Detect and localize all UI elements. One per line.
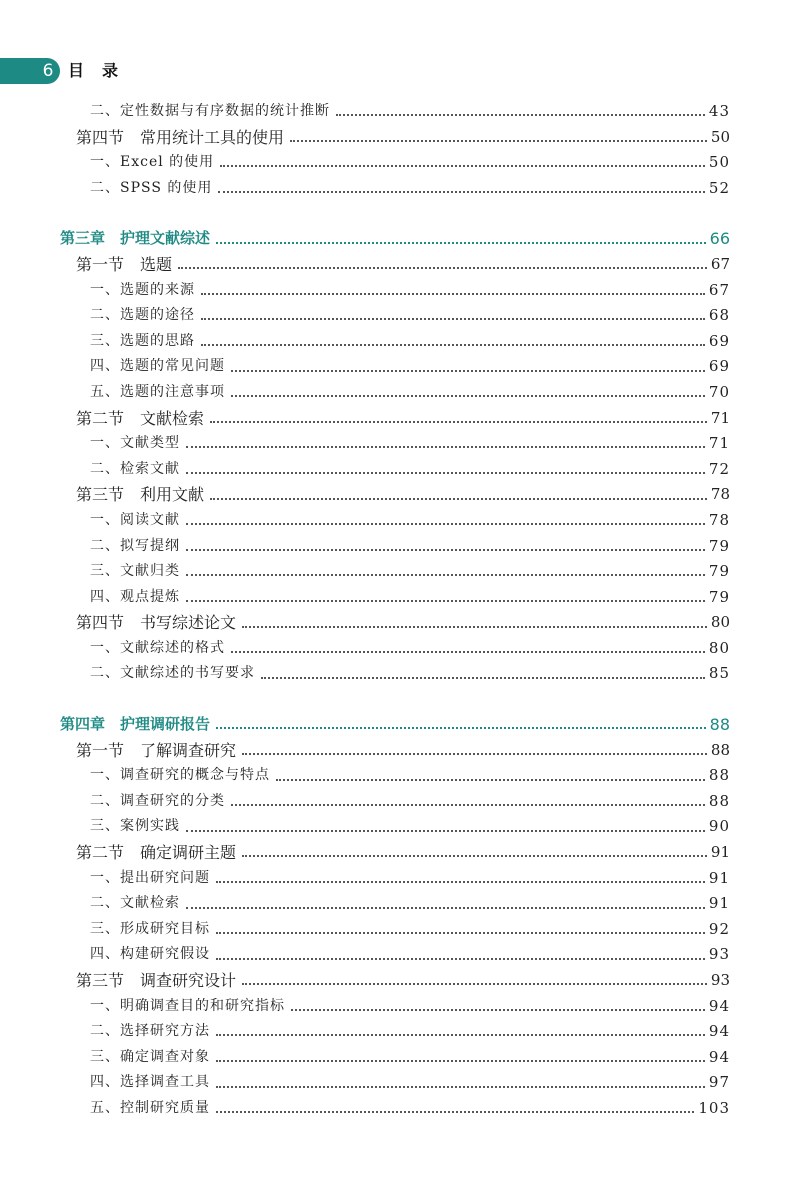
toc-section-entry[interactable] [60,125,730,151]
toc-entry-page-number: 90 [708,817,730,836]
toc-entry-title: 第四节 常用统计工具的使用 [76,127,285,147]
toc-entry-title: 二、SPSS 的使用 [90,179,213,196]
toc-item-entry[interactable] [60,1045,730,1071]
dot-leader [216,957,705,960]
toc-item-entry[interactable] [60,431,730,457]
toc-item-entry[interactable] [60,150,730,176]
toc-entry-page-number: 43 [708,102,730,120]
toc-entry-page-number: 78 [710,485,730,504]
toc-entry-title: 三、选题的思路 [90,332,195,349]
toc-entry-page-number: 70 [708,382,730,401]
toc-entry-title: 第四节 书写综述论文 [76,613,237,633]
toc-entry-page-number: 67 [708,280,730,299]
toc-entry-page-number: 78 [708,510,730,529]
toc-entry-page-number: 103 [698,1098,730,1117]
toc-entry-page-number: 88 [708,791,730,810]
dot-leader [186,471,705,474]
toc-entry-title: 一、提出研究问题 [90,869,210,886]
toc-entry-page-number: 50 [710,127,730,146]
toc-item-entry[interactable] [60,1070,730,1096]
toc-item-entry[interactable] [60,457,730,483]
toc-entry-page-number: 93 [708,945,730,964]
dot-leader [186,445,705,448]
toc-entry-page-number: 93 [710,971,730,989]
dot-leader [186,829,705,832]
dot-leader [216,931,705,934]
toc-entry-title: 第一节 选题 [76,254,173,274]
toc-entry-page-number: 88 [710,740,730,759]
toc-chapter-entry[interactable] [60,226,730,252]
toc-entry-page-number: 68 [708,306,730,325]
toc-entry-title: 第二节 文献检索 [76,408,205,428]
dot-leader [216,880,705,883]
toc-chapter-entry[interactable] [60,712,730,738]
toc-section-entry[interactable] [60,482,730,508]
toc-entry-page-number: 50 [708,153,730,172]
toc-entry-title: 五、选题的注意事项 [90,383,225,400]
toc-item-entry[interactable] [60,814,730,840]
toc-entry-page-number: 94 [708,1047,730,1066]
toc-entry-page-number: 69 [708,357,730,376]
toc-entry-page-number: 85 [708,664,730,683]
dot-leader [291,1008,705,1011]
toc-entry-title: 第三节 利用文献 [76,485,205,505]
toc-item-entry[interactable] [60,763,730,789]
toc-section-entry[interactable] [60,610,730,636]
toc-section-entry[interactable] [60,252,730,278]
dot-leader [210,420,707,423]
toc-entry-title: 第一节 了解调查研究 [76,740,237,760]
toc-section-entry[interactable] [60,968,730,994]
dot-leader [218,190,705,193]
toc-entry-page-number: 92 [708,919,730,938]
section-spacer [60,687,730,712]
toc-entry-title: 四、选题的常见问题 [90,358,225,375]
dot-leader [216,241,706,244]
toc-item-entry[interactable] [60,994,730,1020]
dot-leader [186,599,705,602]
toc-entry-page-number: 88 [709,715,730,735]
toc-section-entry[interactable] [60,840,730,866]
toc-entry-page-number: 72 [708,459,730,478]
toc-entry-title: 五、控制研究质量 [90,1099,210,1116]
dot-leader [290,139,707,142]
dot-leader [231,803,705,806]
toc-entry-title: 二、定性数据与有序数据的统计推断 [90,103,330,119]
toc-entry-title: 二、调查研究的分类 [90,792,225,809]
toc-entry-page-number: 94 [708,1022,730,1041]
dot-leader [231,394,705,397]
toc-item-entry[interactable] [60,891,730,917]
toc-item-entry[interactable] [60,508,730,534]
toc-entry-title: 三、确定调查对象 [90,1048,210,1065]
toc-entry-title: 四、选择调查工具 [90,1074,210,1091]
page-number: 6 [42,61,54,81]
toc-entry-page-number: 69 [708,331,730,350]
toc-item-entry[interactable] [60,303,730,329]
toc-entry-title: 第三章 护理文献综述 [60,229,211,248]
toc-entry-page-number: 91 [710,843,730,862]
dot-leader [216,1033,705,1036]
toc-section-entry[interactable] [60,738,730,764]
toc-entry-page-number: 97 [708,1073,730,1092]
toc-item-entry[interactable] [60,917,730,943]
section-spacer [60,201,730,226]
dot-leader [186,522,705,525]
toc-entry-title: 一、明确调查目的和研究指标 [90,997,285,1014]
toc-item-entry[interactable] [60,636,730,662]
dot-leader [201,317,705,320]
toc-entry-title: 第四章 护理调研报告 [60,715,211,734]
toc-entry-page-number: 79 [708,587,730,606]
toc-entry-page-number: 88 [708,766,730,785]
toc-entry-title: 三、案例实践 [90,818,180,835]
toc-entry-page-number: 71 [708,434,730,453]
toc-entry-title: 三、文献归类 [90,563,180,580]
dot-leader [242,854,707,857]
toc-entry-title: 一、文献综述的格式 [90,639,225,656]
toc-item-entry[interactable] [60,559,730,585]
toc-item-entry[interactable] [60,329,730,355]
dot-leader [186,906,705,909]
dot-leader [216,1110,694,1113]
toc-item-entry[interactable] [60,789,730,815]
dot-leader [201,292,705,295]
toc-section-entry[interactable] [60,406,730,432]
toc-item-entry[interactable] [60,866,730,892]
dot-leader [276,778,705,781]
toc-item-entry[interactable] [60,942,730,968]
toc-item-entry[interactable] [60,176,730,202]
toc-entry-page-number: 80 [710,613,730,632]
toc-entry-title: 二、拟写提纲 [90,537,180,554]
toc-entry-page-number: 52 [708,178,730,197]
toc-entry-title: 一、阅读文献 [90,511,180,528]
toc-entry-page-number: 91 [708,868,730,887]
toc-entry-page-number: 79 [708,536,730,555]
toc-item-entry[interactable] [60,585,730,611]
toc-entry-title: 二、检索文献 [90,460,180,477]
toc-item-entry[interactable] [60,534,730,560]
toc-item-entry[interactable] [60,380,730,406]
toc-entry-page-number: 67 [710,254,730,273]
toc-entry-title: 第二节 确定调研主题 [76,843,237,863]
dot-leader [242,625,707,628]
table-of-contents [60,99,730,1122]
toc-entry-title: 四、观点提炼 [90,588,180,605]
toc-entry-page-number: 71 [710,408,730,427]
dot-leader [242,752,707,755]
dot-leader [186,573,705,576]
toc-entry-page-number: 91 [708,894,730,913]
dot-leader [201,343,705,346]
toc-item-entry[interactable] [60,99,730,125]
toc-entry-title: 三、形成研究目标 [90,920,210,937]
dot-leader [231,369,705,372]
toc-item-entry[interactable] [60,1019,730,1045]
dot-leader [216,1085,705,1088]
toc-entry-title: 第三节 调查研究设计 [76,971,237,990]
dot-leader [242,982,707,985]
toc-entry-page-number: 94 [708,996,730,1015]
dot-leader [178,266,707,269]
toc-entry-title: 一、选题的来源 [90,281,195,298]
toc-entry-title: 二、选题的途径 [90,307,195,324]
toc-entry-title: 一、Excel 的使用 [90,154,215,171]
toc-item-entry[interactable] [60,278,730,304]
toc-entry-page-number: 80 [708,638,730,657]
dot-leader [231,650,705,653]
dot-leader [216,1059,705,1062]
toc-entry-title: 一、文献类型 [90,435,180,452]
toc-entry-page-number: 66 [709,229,730,249]
toc-entry-title: 二、文献综述的书写要求 [90,665,255,682]
toc-entry-title: 四、构建研究假设 [90,946,210,963]
dot-leader [210,497,707,500]
toc-item-entry[interactable] [60,661,730,687]
dot-leader [261,676,705,679]
toc-entry-title: 二、选择研究方法 [90,1023,210,1040]
toc-item-entry[interactable] [60,1096,730,1122]
page-header [0,58,800,84]
toc-entry-title: 二、文献检索 [90,895,180,912]
toc-entry-title: 一、调查研究的概念与特点 [90,767,270,784]
page-title: 目录 [68,61,137,80]
dot-leader [186,548,705,551]
toc-entry-page-number: 79 [708,562,730,581]
dot-leader [216,726,706,729]
dot-leader [336,113,705,116]
dot-leader [220,164,705,167]
toc-item-entry[interactable] [60,354,730,380]
